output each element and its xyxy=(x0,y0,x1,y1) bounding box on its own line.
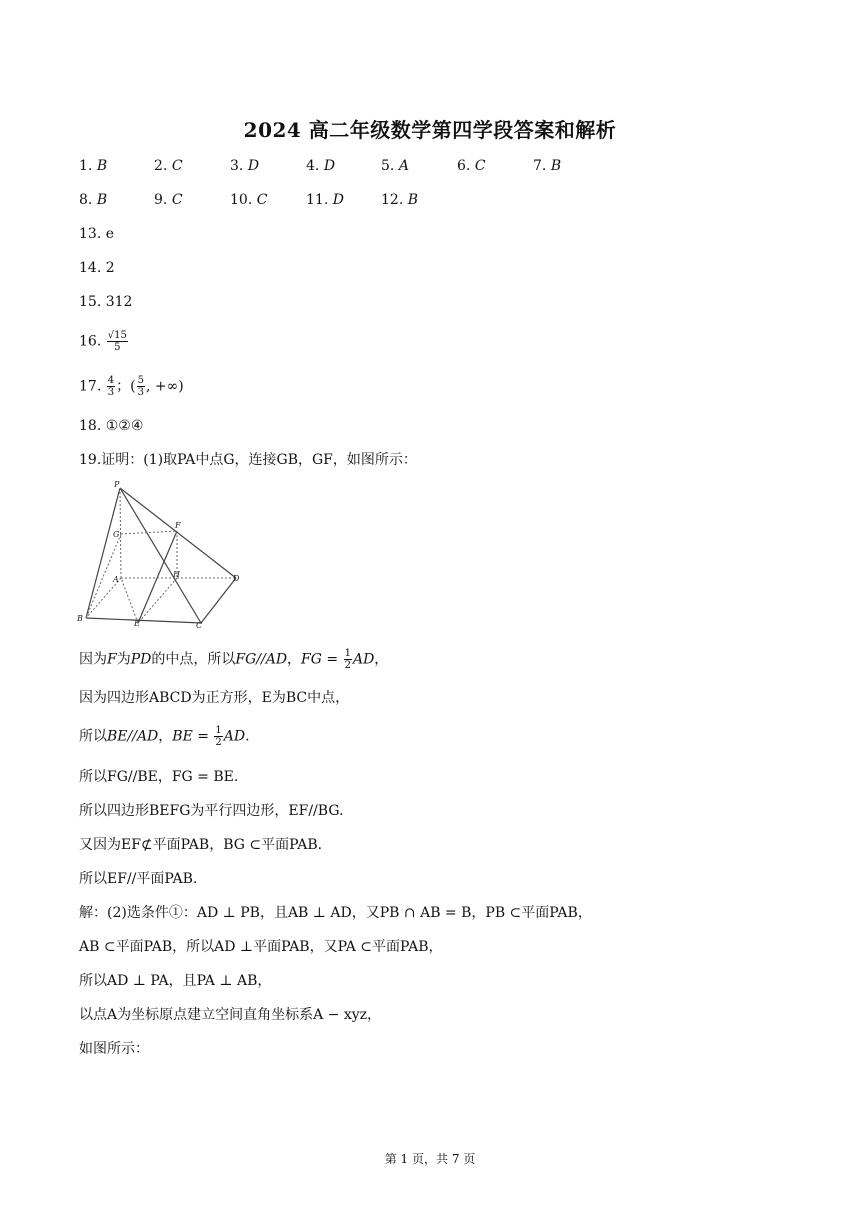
proof-line-3: 所以BE//AD，BE = $\frac{1}{2}$ AD. xyxy=(79,725,250,748)
label-c: C xyxy=(196,621,203,630)
mc-item: 12. B xyxy=(381,192,419,208)
label-g: G xyxy=(113,530,120,539)
mc-item: 9. C xyxy=(154,192,183,208)
proof-line-1: 因为F为PD的中点，所以FG//AD，FG = $\frac{1}{2}$ AD， xyxy=(79,648,389,671)
page-title: 2024 高二年级数学第四学段答案和解析 xyxy=(243,118,617,142)
answer-14: 14. 2 xyxy=(79,260,115,276)
mc-item: 11. D xyxy=(306,192,344,208)
proof-line-12: 如图所示： xyxy=(79,1041,149,1057)
label-a: A xyxy=(113,575,119,584)
label-e: E xyxy=(134,619,140,628)
label-f: F xyxy=(175,521,181,530)
fraction: $\frac{5}{3}$ xyxy=(137,375,144,398)
fraction: $\frac{1}{2}$ xyxy=(215,725,222,748)
mc-item: 10. C xyxy=(230,192,268,208)
proof-line-2: 因为四边形ABCD为正方形，E为BC中点， xyxy=(79,690,350,706)
answer-13: 13. e xyxy=(79,226,114,242)
mc-item: 1. B xyxy=(79,158,108,174)
mc-item: 3. D xyxy=(230,158,260,174)
proof-line-8: 解：(2)选条件①：AD ⊥ PB，且AB ⊥ AD，又PB ∩ AB = B，PB ⊂平面PAB， xyxy=(79,905,592,921)
mc-item: 7. B xyxy=(533,158,562,174)
label-b: B xyxy=(77,614,83,623)
fraction: $\frac{1}{2}$ xyxy=(344,648,351,671)
q19-intro: 19.证明：(1)取PA中点G，连接GB，GF，如图所示： xyxy=(79,452,417,468)
mc-item: 6. C xyxy=(457,158,486,174)
answer-15: 15. 312 xyxy=(79,294,133,310)
label-d: D xyxy=(233,574,240,583)
proof-line-10: 所以AD ⊥ PA，且PA ⊥ AB， xyxy=(79,973,272,989)
proof-line-4: 所以FG//BE，FG = BE. xyxy=(79,769,239,785)
page-footer: 第 1 页，共 7 页 xyxy=(384,1152,476,1166)
mc-item: 4. D xyxy=(306,158,336,174)
proof-line-6: 又因为EF⊄平面PAB，BG ⊂平面PAB. xyxy=(79,837,323,853)
answer-18: 18. ①②④ xyxy=(79,418,144,434)
answer-16: 16. $\frac{√15}{5}$ xyxy=(79,330,127,353)
proof-line-5: 所以四边形BEFG为平行四边形，EF//BG. xyxy=(79,803,344,819)
proof-line-9: AB ⊂平面PAB，所以AD ⊥平面PAB，又PA ⊂平面PAB， xyxy=(79,939,443,955)
pyramid-figure xyxy=(76,478,246,630)
mc-item: 5. A xyxy=(381,158,409,174)
label-h: H xyxy=(173,570,180,579)
proof-line-11: 以点A为坐标原点建立空间直角坐标系A − xyz， xyxy=(79,1007,382,1023)
fraction: $\frac{√15}{5}$ xyxy=(107,330,127,353)
label-p: P xyxy=(114,480,120,489)
mc-item: 2. C xyxy=(154,158,183,174)
answer-17: 17. $\frac{4}{3}$ ；( $\frac{5}{3}$ , +∞) xyxy=(79,375,184,398)
mc-item: 8. B xyxy=(79,192,108,208)
proof-line-7: 所以EF//平面PAB. xyxy=(79,871,198,887)
fraction: $\frac{4}{3}$ xyxy=(107,375,115,398)
